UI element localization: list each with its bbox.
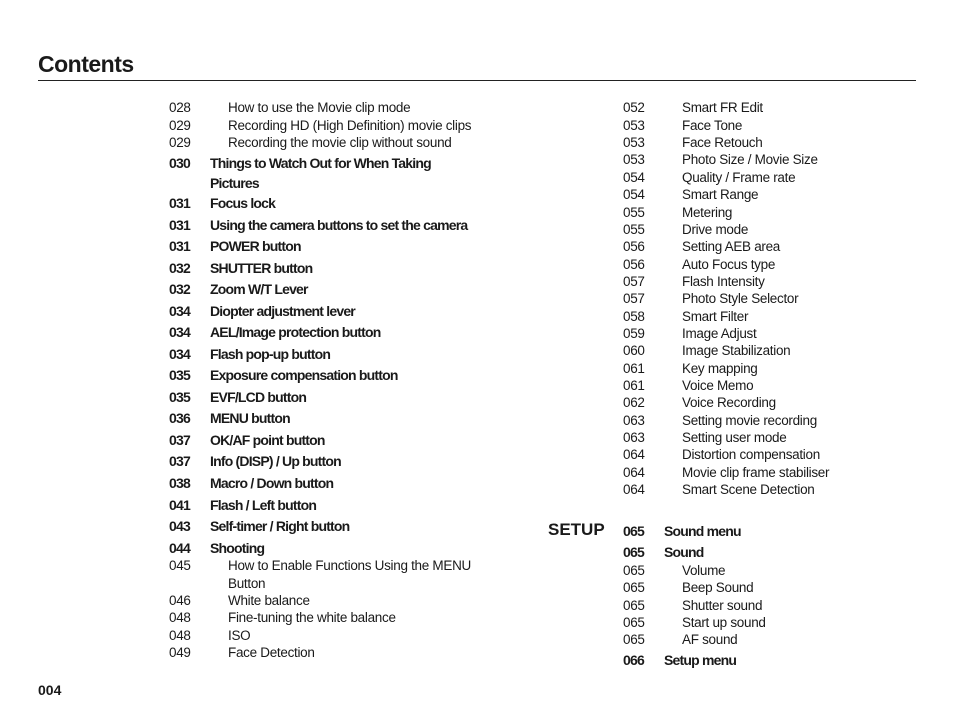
toc-page-number: 063 [623, 430, 645, 445]
toc-entry-title: Zoom W/T Lever [210, 281, 308, 297]
toc-page-number: 065 [623, 523, 644, 539]
toc-page-number: 041 [169, 497, 190, 513]
title-divider [38, 80, 916, 81]
toc-page-number: 062 [623, 395, 645, 410]
toc-entry-title-continued: Pictures [210, 175, 259, 191]
toc-entry-title: Focus lock [210, 195, 276, 211]
toc-page-number: 064 [623, 447, 645, 462]
toc-entry-title: Smart FR Edit [682, 100, 763, 115]
toc-page-number: 054 [623, 187, 645, 202]
toc-entry-title: Sound menu [664, 523, 741, 539]
toc-page-number: 048 [169, 610, 191, 625]
toc-page-number: 043 [169, 518, 190, 534]
toc-page-number: 035 [169, 367, 190, 383]
toc-entry-title: Setting AEB area [682, 239, 781, 254]
toc-entry-title: How to Enable Functions Using the MENU [228, 558, 471, 573]
toc-entry-title: Photo Style Selector [682, 291, 799, 306]
toc-page-number: 055 [623, 222, 645, 237]
toc-entry-title: Key mapping [682, 361, 758, 376]
toc-entry-title: Smart Filter [682, 309, 749, 324]
toc-page-number: 034 [169, 346, 190, 362]
toc-page-number: 053 [623, 152, 645, 167]
toc-page-number: 057 [623, 274, 645, 289]
toc-entry-title: Info (DISP) / Up button [210, 453, 341, 469]
toc-page-number: 031 [169, 217, 190, 233]
toc-page-number: 052 [623, 100, 645, 115]
toc-entry-title: Recording the movie clip without sound [228, 135, 452, 150]
toc-page-number: 056 [623, 257, 645, 272]
toc-page-number: 065 [623, 632, 645, 647]
toc-entry-title: AF sound [682, 632, 738, 647]
toc-page-number: 065 [623, 544, 644, 560]
toc-page-number: 056 [623, 239, 645, 254]
toc-page-number: 037 [169, 453, 190, 469]
toc-page-number: 032 [169, 260, 190, 276]
toc-page-number: 053 [623, 135, 645, 150]
toc-entry-title: Photo Size / Movie Size [682, 152, 818, 167]
toc-page-number: 055 [623, 205, 645, 220]
toc-page-number: 032 [169, 281, 190, 297]
toc-entry-title: Sound [664, 544, 704, 560]
toc-page-number: 060 [623, 343, 645, 358]
toc-entry-title: Setting user mode [682, 430, 787, 445]
toc-entry-title: Drive mode [682, 222, 749, 237]
toc-entry-title: Quality / Frame rate [682, 170, 796, 185]
toc-entry-title: Image Adjust [682, 326, 757, 341]
toc-page-number: 061 [623, 378, 645, 393]
toc-page-number: 054 [623, 170, 645, 185]
toc-entry-title: OK/AF point button [210, 432, 325, 448]
toc-entry-title: Auto Focus type [682, 257, 776, 272]
toc-entry-title: POWER button [210, 238, 301, 254]
toc-entry-title: Things to Watch Out for When Taking [210, 155, 431, 171]
page-number: 004 [38, 682, 62, 698]
toc-entry-title: White balance [228, 593, 310, 608]
toc-page-number: 066 [623, 652, 644, 668]
toc-page-number: 048 [169, 628, 191, 643]
toc-page-number: 064 [623, 482, 645, 497]
toc-entry-title: Distortion compensation [682, 447, 820, 462]
toc-entry-title: Face Detection [228, 645, 315, 660]
toc-entry-title: Recording HD (High Definition) movie clips [228, 118, 472, 133]
toc-page-number: 064 [623, 465, 645, 480]
toc-entry-title: EVF/LCD button [210, 389, 307, 405]
toc-entry-title: ISO [228, 628, 251, 643]
toc-page-number: 036 [169, 410, 190, 426]
toc-page-number: 034 [169, 324, 190, 340]
toc-page-number: 034 [169, 303, 190, 319]
toc-entry-title: Smart Scene Detection [682, 482, 815, 497]
toc-entry-title: AEL/Image protection button [210, 324, 381, 340]
toc-page-number: 044 [169, 540, 190, 556]
toc-entry-title: Image Stabilization [682, 343, 791, 358]
toc-page-number: 029 [169, 118, 191, 133]
toc-page-number: 065 [623, 598, 645, 613]
toc-page-number: 049 [169, 645, 191, 660]
toc-entry-title: Voice Recording [682, 395, 776, 410]
toc-page-number: 058 [623, 309, 645, 324]
toc-entry-title: Start up sound [682, 615, 766, 630]
toc-page-number: 046 [169, 593, 191, 608]
toc-page-number: 057 [623, 291, 645, 306]
toc-entry-title: Flash pop-up button [210, 346, 331, 362]
toc-entry-title: Diopter adjustment lever [210, 303, 355, 319]
page-title: Contents [38, 51, 134, 77]
toc-entry-title: Flash / Left button [210, 497, 317, 513]
toc-entry-title: Flash Intensity [682, 274, 765, 289]
toc-entry-title: Setting movie recording [682, 413, 817, 428]
toc-page-number: 053 [623, 118, 645, 133]
toc-page-number: 028 [169, 100, 191, 115]
toc-page-number: 045 [169, 558, 191, 573]
toc-entry-title: Volume [682, 563, 726, 578]
toc-entry-title: Face Tone [682, 118, 743, 133]
toc-entry-title: Exposure compensation button [210, 367, 398, 383]
toc-entry-title: Shooting [210, 540, 265, 556]
toc-entry-title: Fine-tuning the white balance [228, 610, 396, 625]
toc-entry-title: Movie clip frame stabiliser [682, 465, 830, 480]
toc-page-number: 038 [169, 475, 190, 491]
toc-entry-title: Face Retouch [682, 135, 763, 150]
toc-entry-title: Using the camera buttons to set the camera [210, 217, 468, 233]
toc-entry-title: Self-timer / Right button [210, 518, 350, 534]
toc-page-number: 059 [623, 326, 645, 341]
toc-page-number: 065 [623, 563, 645, 578]
toc-entry-title: Shutter sound [682, 598, 763, 613]
toc-entry-title: Smart Range [682, 187, 759, 202]
toc-entry-title: Macro / Down button [210, 475, 334, 491]
toc-entry-title: Voice Memo [682, 378, 754, 393]
toc-page-number: 035 [169, 389, 190, 405]
toc-entry-title: MENU button [210, 410, 290, 426]
toc-page-number: 029 [169, 135, 191, 150]
toc-entry-title: Beep Sound [682, 580, 754, 595]
toc-page-number: 037 [169, 432, 190, 448]
toc-page-number: 065 [623, 580, 645, 595]
toc-entry-title: Setup menu [664, 652, 737, 668]
toc-entry-title: How to use the Movie clip mode [228, 100, 411, 115]
toc-entry-title: SHUTTER button [210, 260, 313, 276]
setup-section-label: SETUP [548, 520, 605, 539]
toc-entry-title-continued: Button [228, 576, 266, 591]
toc-entry-title: Metering [682, 205, 733, 220]
toc-page-number: 063 [623, 413, 645, 428]
toc-page-number: 065 [623, 615, 645, 630]
toc-page-number: 031 [169, 195, 190, 211]
toc-page-number: 061 [623, 361, 645, 376]
toc-page-number: 030 [169, 155, 190, 171]
toc-page-number: 031 [169, 238, 190, 254]
